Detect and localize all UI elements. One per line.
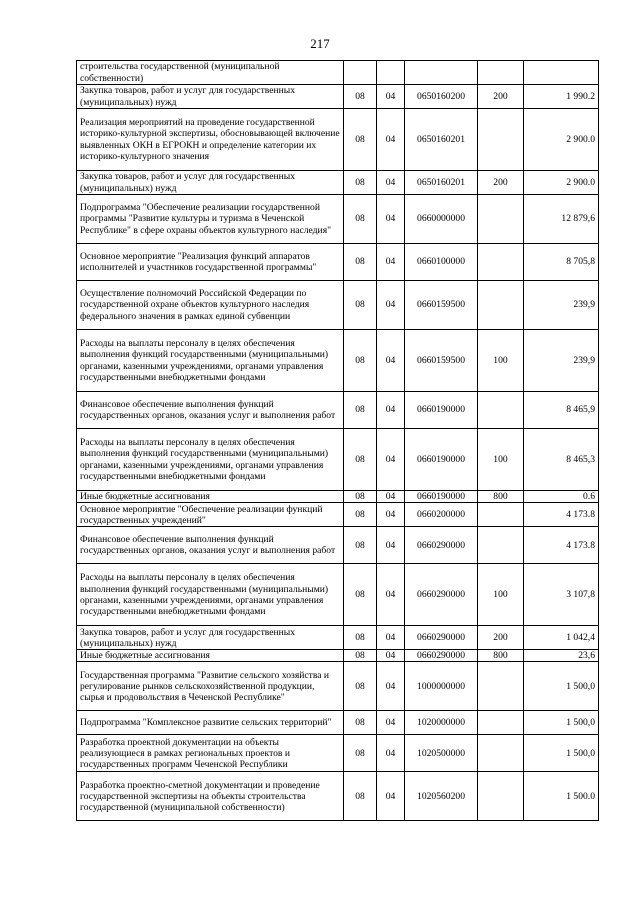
row-expense-type (478, 392, 524, 429)
row-subsection: 04 (377, 195, 405, 244)
row-amount: 4 173.8 (524, 527, 599, 564)
row-section: 08 (344, 195, 377, 244)
row-expense-type (478, 61, 524, 85)
row-expense-type (478, 195, 524, 244)
row-amount: 0.6 (524, 491, 599, 503)
row-target-article: 0660190000 (405, 429, 478, 491)
row-amount: 1 500,0 (524, 662, 599, 711)
row-name: Иные бюджетные ассигнования (77, 491, 344, 503)
table-row (77, 772, 599, 821)
row-section: 08 (344, 626, 377, 650)
row-amount: 8 465,9 (524, 392, 599, 429)
row-amount: 8 465,3 (524, 429, 599, 491)
row-expense-type: 800 (478, 650, 524, 662)
row-target-article: 1020500000 (405, 735, 478, 772)
row-target-article: 0660290000 (405, 626, 478, 650)
row-amount: 1 500,0 (524, 735, 599, 772)
row-section: 08 (344, 650, 377, 662)
row-expense-type (478, 662, 524, 711)
row-target-article: 0660290000 (405, 650, 478, 662)
row-name: Расходы на выплаты персоналу в целях обеспечения выполнения функций государственными (муниципальными) органами, казенными учреждениями, органами управления государственными внебюджетными фондами (77, 564, 344, 626)
row-name: Финансовое обеспечение выполнения функций государственных органов, оказания услуг и выполнения работ (77, 392, 344, 429)
row-expense-type: 100 (478, 330, 524, 392)
row-section: 08 (344, 392, 377, 429)
row-expense-type (478, 503, 524, 527)
row-section: 08 (344, 503, 377, 527)
row-section: 08 (344, 171, 377, 195)
table-row (77, 109, 599, 171)
row-amount: 8 705,8 (524, 244, 599, 281)
row-amount: 4 173.8 (524, 503, 599, 527)
row-subsection: 04 (377, 392, 405, 429)
row-target-article (405, 61, 478, 85)
table-row (77, 662, 599, 711)
row-expense-type: 200 (478, 85, 524, 109)
row-expense-type: 200 (478, 626, 524, 650)
row-amount: 239,9 (524, 281, 599, 330)
row-section: 08 (344, 772, 377, 821)
row-name: Иные бюджетные ассигнования (77, 650, 344, 662)
row-target-article: 0660200000 (405, 503, 478, 527)
row-name: Расходы на выплаты персоналу в целях обеспечения выполнения функций государственными (муниципальными) органами, казенными учреждениями, органами управления государственными внебюджетными фондами (77, 429, 344, 491)
row-name: Расходы на выплаты персоналу в целях обеспечения выполнения функций государственными (муниципальными) органами, казенными учреждениями, органами управления государственными внебюджетными фондами (77, 330, 344, 392)
table-row (77, 85, 599, 109)
row-amount: 2 900.0 (524, 171, 599, 195)
table-row (77, 527, 599, 564)
row-amount: 2 900.0 (524, 109, 599, 171)
row-section: 08 (344, 330, 377, 392)
table-row (77, 61, 599, 85)
row-subsection: 04 (377, 626, 405, 650)
row-expense-type (478, 772, 524, 821)
row-subsection: 04 (377, 244, 405, 281)
row-expense-type: 100 (478, 429, 524, 491)
row-name: Закупка товаров, работ и услуг для государственных (муниципальных) нужд (77, 171, 344, 195)
row-target-article: 0660290000 (405, 564, 478, 626)
row-name: Основное мероприятие "Реализация функций аппаратов исполнителей и участников государственной программы" (77, 244, 344, 281)
row-name: Государственная программа "Развитие сельского хозяйства и регулирование рынков сельскохозяйственной продукции, сырья и продовольствия в Чеченской Республике" (77, 662, 344, 711)
row-section: 08 (344, 85, 377, 109)
row-subsection: 04 (377, 564, 405, 626)
row-target-article: 0660159500 (405, 281, 478, 330)
row-subsection: 04 (377, 281, 405, 330)
row-section: 08 (344, 564, 377, 626)
row-name: Разработка проектно-сметной документации и проведение государственной экспертизы на объекты строительства государственной (муниципальной собственности) (77, 772, 344, 821)
table-row (77, 626, 599, 650)
row-subsection: 04 (377, 772, 405, 821)
table-row (77, 330, 599, 392)
row-subsection: 04 (377, 527, 405, 564)
row-amount: 1 990.2 (524, 85, 599, 109)
row-section: 08 (344, 527, 377, 564)
table-row (77, 735, 599, 772)
row-subsection: 04 (377, 711, 405, 735)
budget-table (76, 60, 599, 821)
row-name: Подпрограмма "Обеспечение реализации государственной программы "Развитие культуры и туризма в Чеченской Республике" в сфере охраны объектов культурного наследия" (77, 195, 344, 244)
row-amount (524, 61, 599, 85)
table-row (77, 171, 599, 195)
row-expense-type (478, 244, 524, 281)
row-expense-type: 100 (478, 564, 524, 626)
row-name: Реализация мероприятий на проведение государственной историко-культурной экспертизы, обосновывающей включение выявленных ОКН в ЕГРОКН и определение категории их историко-культурного значения (77, 109, 344, 171)
table-row (77, 711, 599, 735)
table-row (77, 650, 599, 662)
row-target-article: 0650160201 (405, 109, 478, 171)
row-amount: 3 107,8 (524, 564, 599, 626)
row-expense-type (478, 735, 524, 772)
row-target-article: 0660190000 (405, 392, 478, 429)
row-section: 08 (344, 244, 377, 281)
row-subsection: 04 (377, 650, 405, 662)
row-target-article: 0650160201 (405, 171, 478, 195)
row-expense-type: 200 (478, 171, 524, 195)
row-subsection: 04 (377, 85, 405, 109)
row-name: Разработка проектной документации на объекты реализующиеся в рамках региональных проектов и государственных программ Чеченской Республики (77, 735, 344, 772)
row-subsection: 04 (377, 491, 405, 503)
row-subsection: 04 (377, 171, 405, 195)
row-subsection: 04 (377, 503, 405, 527)
table-row (77, 429, 599, 491)
row-expense-type (478, 109, 524, 171)
row-section: 08 (344, 662, 377, 711)
row-amount: 12 879,6 (524, 195, 599, 244)
row-amount: 1 042,4 (524, 626, 599, 650)
table-row (77, 491, 599, 503)
row-amount: 23,6 (524, 650, 599, 662)
row-name: строительства государственной (муниципальной собственности) (77, 61, 344, 85)
table-row (77, 281, 599, 330)
row-name: Финансовое обеспечение выполнения функций государственных органов, оказания услуг и выполнения работ (77, 527, 344, 564)
row-subsection: 04 (377, 735, 405, 772)
row-amount: 1 500,0 (524, 711, 599, 735)
row-target-article: 0660190000 (405, 491, 478, 503)
row-subsection: 04 (377, 662, 405, 711)
row-target-article: 0660000000 (405, 195, 478, 244)
table-row (77, 195, 599, 244)
row-target-article: 0660100000 (405, 244, 478, 281)
row-section: 08 (344, 491, 377, 503)
row-section: 08 (344, 429, 377, 491)
row-expense-type (478, 527, 524, 564)
row-name: Закупка товаров, работ и услуг для государственных (муниципальных) нужд (77, 626, 344, 650)
row-target-article: 0650160200 (405, 85, 478, 109)
row-name: Осуществление полномочий Российской Федерации по государственной охране объектов культурного наследия федерального значения в рамках единой субвенции (77, 281, 344, 330)
row-target-article: 0660159500 (405, 330, 478, 392)
row-subsection: 04 (377, 429, 405, 491)
row-expense-type (478, 711, 524, 735)
table-row (77, 564, 599, 626)
row-expense-type (478, 281, 524, 330)
row-target-article: 1020560200 (405, 772, 478, 821)
row-name: Подпрограмма "Комплексное развитие сельских территорий" (77, 711, 344, 735)
row-section (344, 61, 377, 85)
table-row (77, 503, 599, 527)
row-section: 08 (344, 735, 377, 772)
row-name: Закупка товаров, работ и услуг для государственных (муниципальных) нужд (77, 85, 344, 109)
page-number: 217 (310, 36, 330, 51)
row-expense-type: 800 (478, 491, 524, 503)
row-target-article: 1000000000 (405, 662, 478, 711)
row-section: 08 (344, 281, 377, 330)
table-row (77, 244, 599, 281)
row-name: Основное мероприятие "Обеспечение реализации функций государственных учреждений" (77, 503, 344, 527)
row-subsection (377, 61, 405, 85)
row-subsection: 04 (377, 330, 405, 392)
row-section: 08 (344, 711, 377, 735)
row-amount: 239,9 (524, 330, 599, 392)
row-section: 08 (344, 109, 377, 171)
table-row (77, 392, 599, 429)
row-amount: 1 500.0 (524, 772, 599, 821)
row-subsection: 04 (377, 109, 405, 171)
row-target-article: 1020000000 (405, 711, 478, 735)
row-target-article: 0660290000 (405, 527, 478, 564)
